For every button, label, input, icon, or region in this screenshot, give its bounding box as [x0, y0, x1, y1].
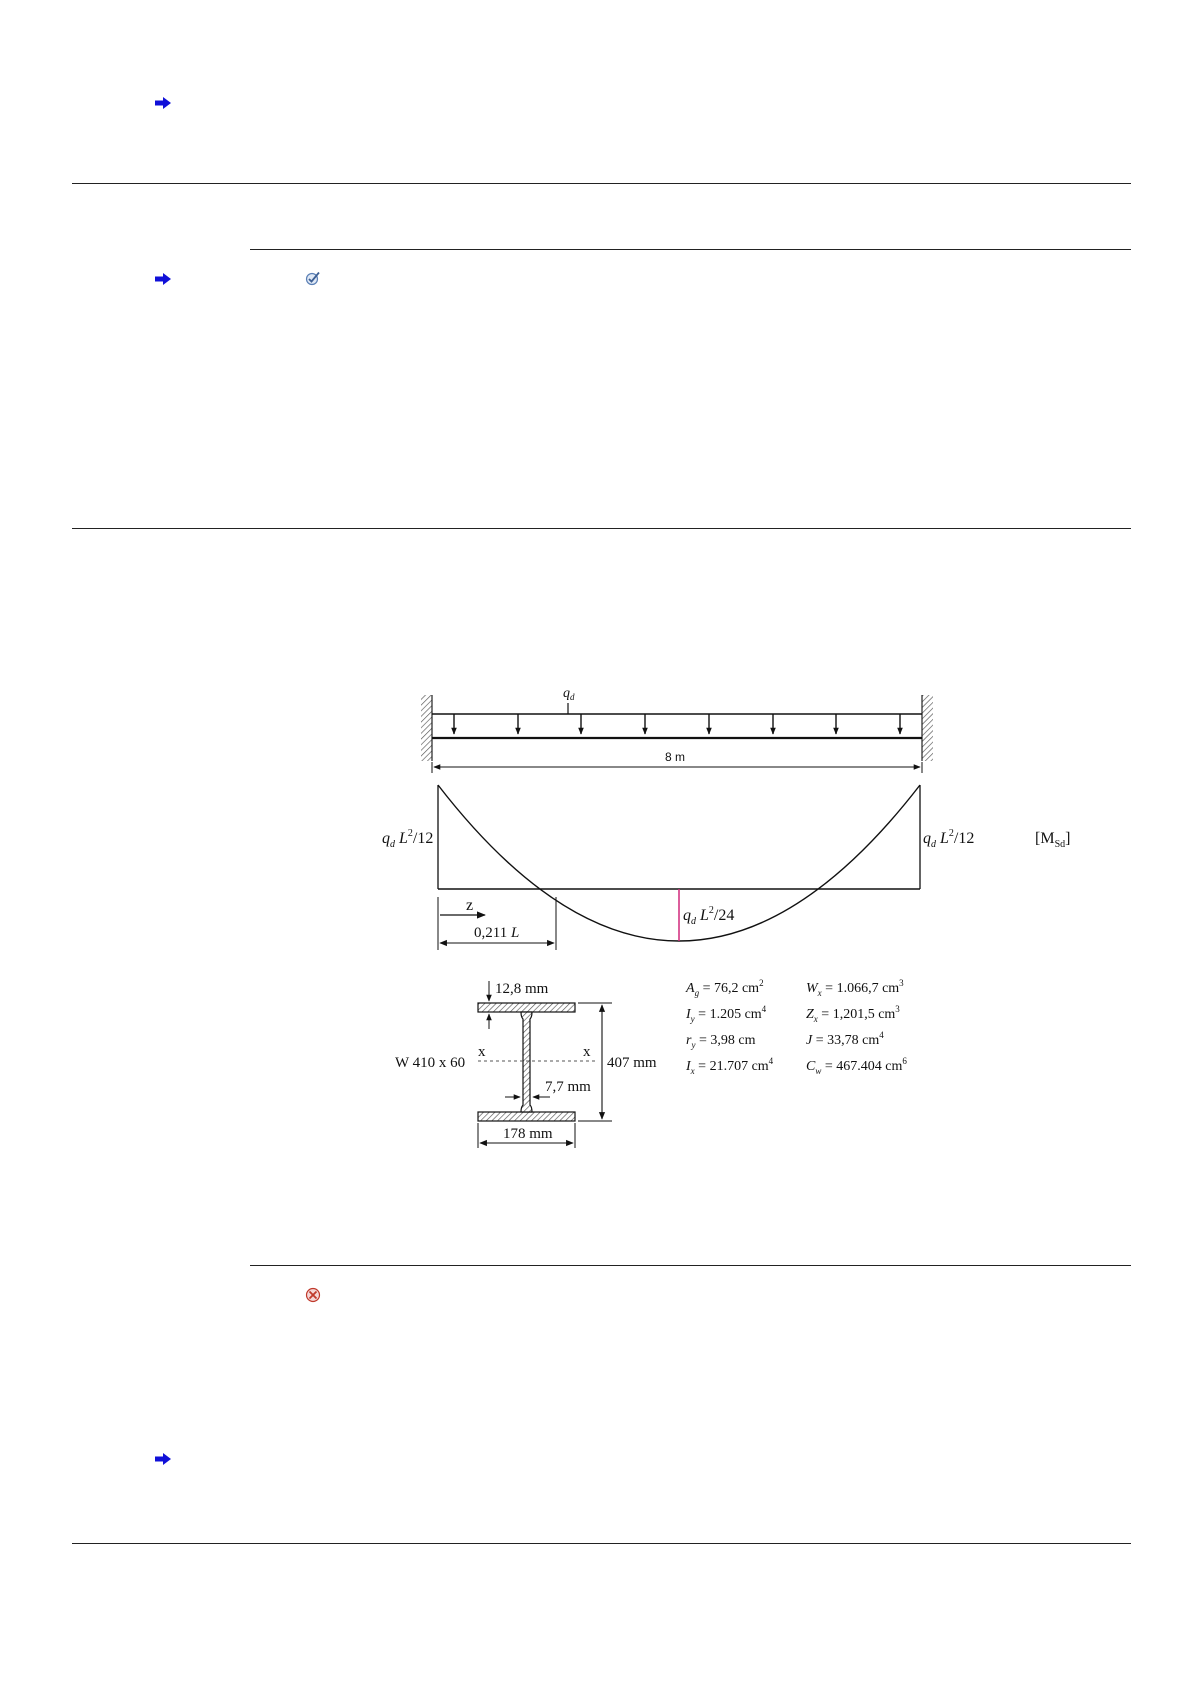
section-properties — [685, 978, 907, 1076]
left-fixed-support — [421, 695, 432, 761]
x-axis-label-right: x — [583, 1044, 591, 1060]
mid-moment-label: $q_d$ $L^2/24$ — [683, 905, 735, 927]
zero-moment-offset-label: 0,211 L — [474, 925, 520, 941]
load-label: $q_d$ — [563, 686, 575, 702]
property-iy: $I_y = 1.205$ $cm^4$ — [686, 1004, 767, 1024]
property-ag: $A_g = 76,2$ $cm^2$ — [686, 978, 764, 998]
property-j: J = 33,78 $cm^4$ — [806, 1030, 884, 1048]
property-wx: $W_x = 1.066,7$ $cm^3$ — [806, 978, 904, 998]
moment-diagram-tag: $[M_{Sd}]$ — [1035, 830, 1071, 850]
right-fixed-support — [922, 695, 933, 761]
flange-thickness-label: 12,8 mm — [495, 981, 549, 997]
w-section — [395, 981, 657, 1148]
x-axis-label-left: x — [478, 1044, 486, 1060]
section-name: W 410 x 60 — [395, 1055, 466, 1071]
property-ry: $r_y = 3,98$ cm — [686, 1033, 756, 1050]
load-arrows — [454, 714, 900, 734]
depth-label: 407 mm — [607, 1055, 657, 1071]
web-thickness-label: 7,7 mm — [545, 1079, 591, 1095]
left-moment-label: $q_d$ $L^2/12$ — [382, 828, 434, 850]
bottom-flange — [478, 1112, 575, 1121]
z-label: z — [466, 897, 474, 914]
property-zx: $Z_x = 1,201,5$ $cm^3$ — [806, 1004, 900, 1024]
span-label: 8 m — [665, 750, 686, 764]
property-cw: $C_w = 467.404$ $cm^6$ — [806, 1056, 907, 1076]
property-ix: $I_x = 21.707$ $cm^4$ — [686, 1056, 774, 1076]
fixed-beam — [421, 686, 933, 773]
moment-diagram — [382, 785, 1070, 950]
flange-width-label: 178 mm — [503, 1126, 553, 1142]
top-flange — [478, 1003, 575, 1012]
web — [521, 1012, 532, 1112]
right-moment-label: $q_d$ $L^2/12$ — [923, 828, 975, 850]
